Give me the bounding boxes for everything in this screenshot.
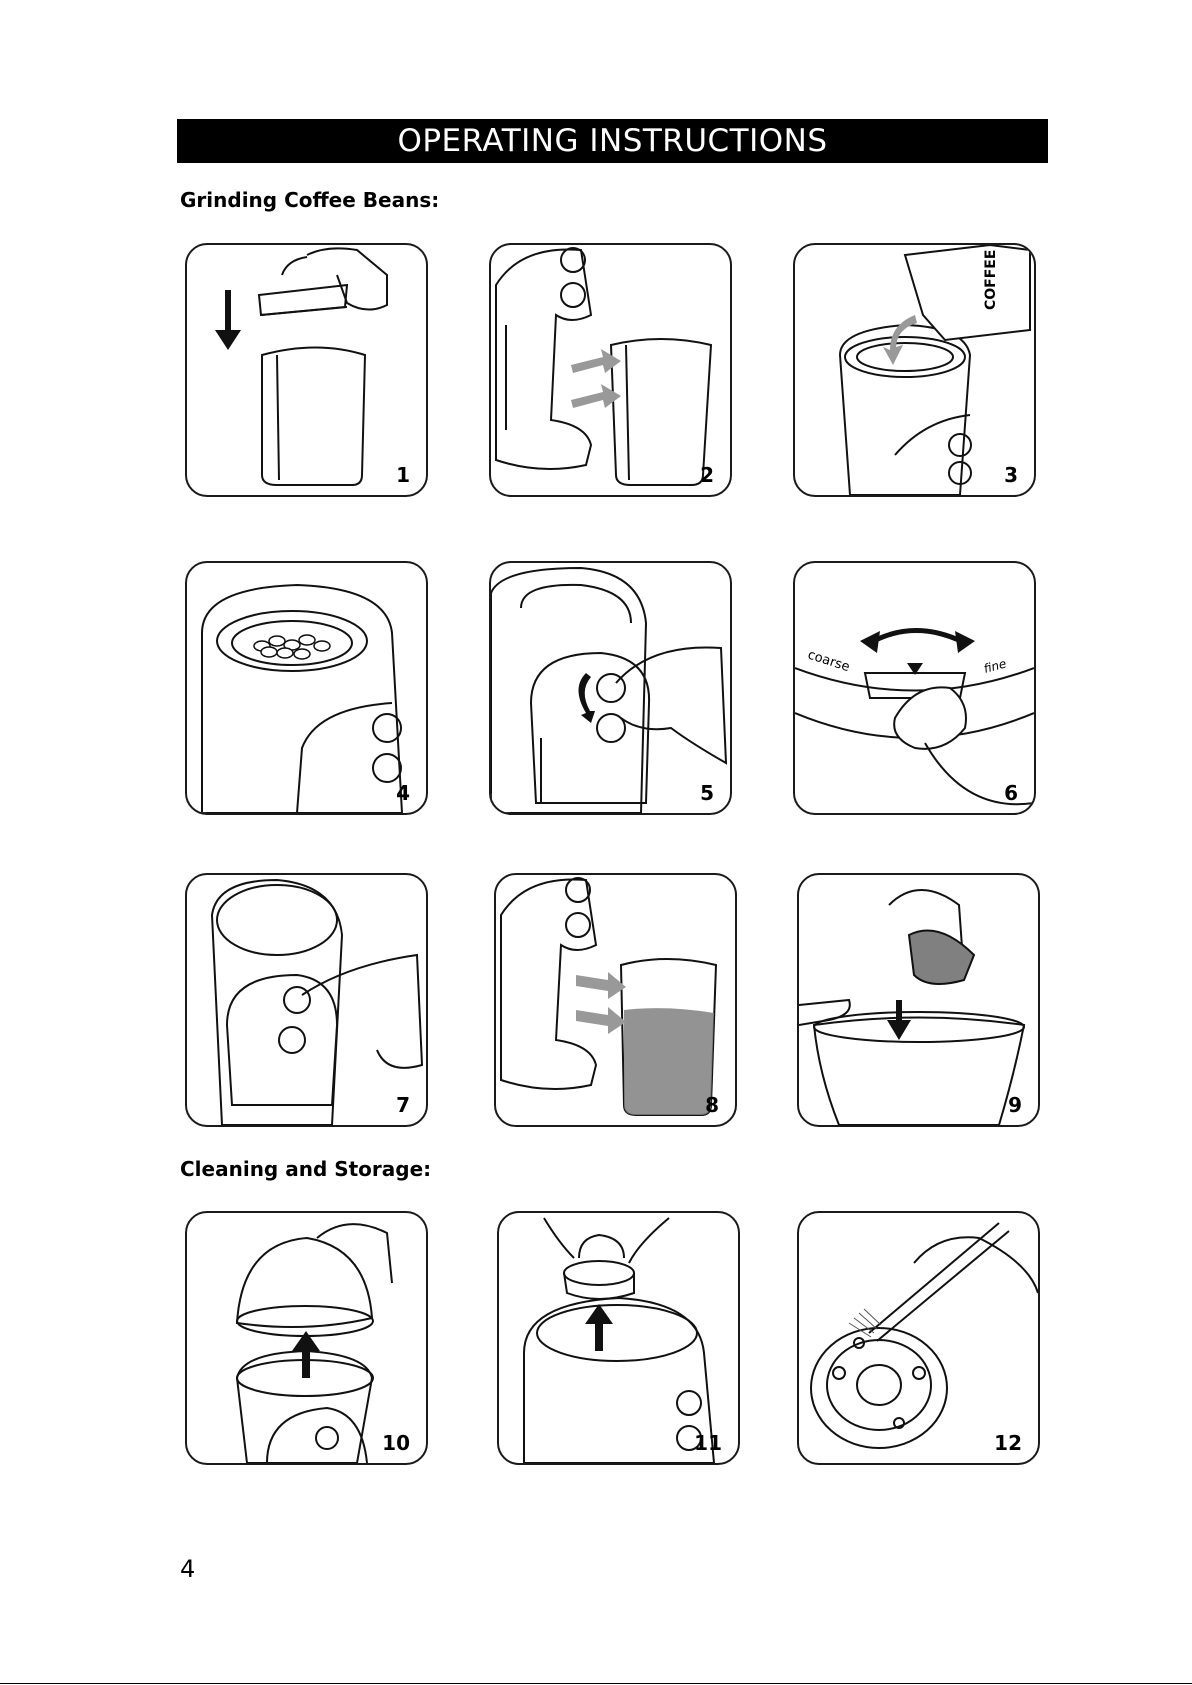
step-number: 3 — [1004, 463, 1018, 487]
step-panel-7 — [185, 873, 428, 1127]
page-title: OPERATING INSTRUCTIONS — [397, 123, 828, 159]
step-panel-5 — [489, 561, 732, 815]
step-panel-4 — [185, 561, 428, 815]
page-number: 4 — [180, 1555, 196, 1583]
footer-rule — [0, 1683, 1192, 1684]
step-8-illustration — [496, 875, 735, 1125]
step-number: 10 — [382, 1431, 410, 1455]
fine-label: fine — [982, 656, 1008, 676]
step-panel-1 — [185, 243, 428, 497]
step-number: 9 — [1008, 1093, 1022, 1117]
step-number: 12 — [994, 1431, 1022, 1455]
step-6-illustration — [795, 563, 1034, 813]
step-9-illustration — [799, 875, 1038, 1125]
step-3-illustration — [795, 245, 1034, 495]
step-12-illustration — [799, 1213, 1038, 1463]
page-title-banner — [177, 119, 1048, 163]
step-number: 2 — [700, 463, 714, 487]
step-number: 4 — [396, 781, 410, 805]
step-10-illustration — [187, 1213, 426, 1463]
step-number: 8 — [705, 1093, 719, 1117]
step-panel-2 — [489, 243, 732, 497]
step-panel-11 — [497, 1211, 740, 1465]
step-panel-10 — [185, 1211, 428, 1465]
step-panel-3 — [793, 243, 1036, 497]
step-panel-8 — [494, 873, 737, 1127]
step-number: 5 — [700, 781, 714, 805]
step-number: 11 — [694, 1431, 722, 1455]
step-number: 7 — [396, 1093, 410, 1117]
section-heading-cleaning: Cleaning and Storage: — [180, 1157, 432, 1181]
step-number: 1 — [396, 463, 410, 487]
step-number: 6 — [1004, 781, 1018, 805]
step-7-illustration — [187, 875, 426, 1125]
step-4-illustration — [187, 563, 426, 813]
step-panel-6 — [793, 561, 1036, 815]
step-2-illustration — [491, 245, 730, 495]
step-panel-9 — [797, 873, 1040, 1127]
coarse-label: coarse — [805, 647, 852, 676]
step-panel-12 — [797, 1211, 1040, 1465]
step-5-illustration — [491, 563, 730, 813]
bag-label: COFFEE — [983, 249, 999, 310]
section-heading-grinding: Grinding Coffee Beans: — [180, 188, 440, 212]
step-11-illustration — [499, 1213, 738, 1463]
step-1-illustration — [187, 245, 426, 495]
